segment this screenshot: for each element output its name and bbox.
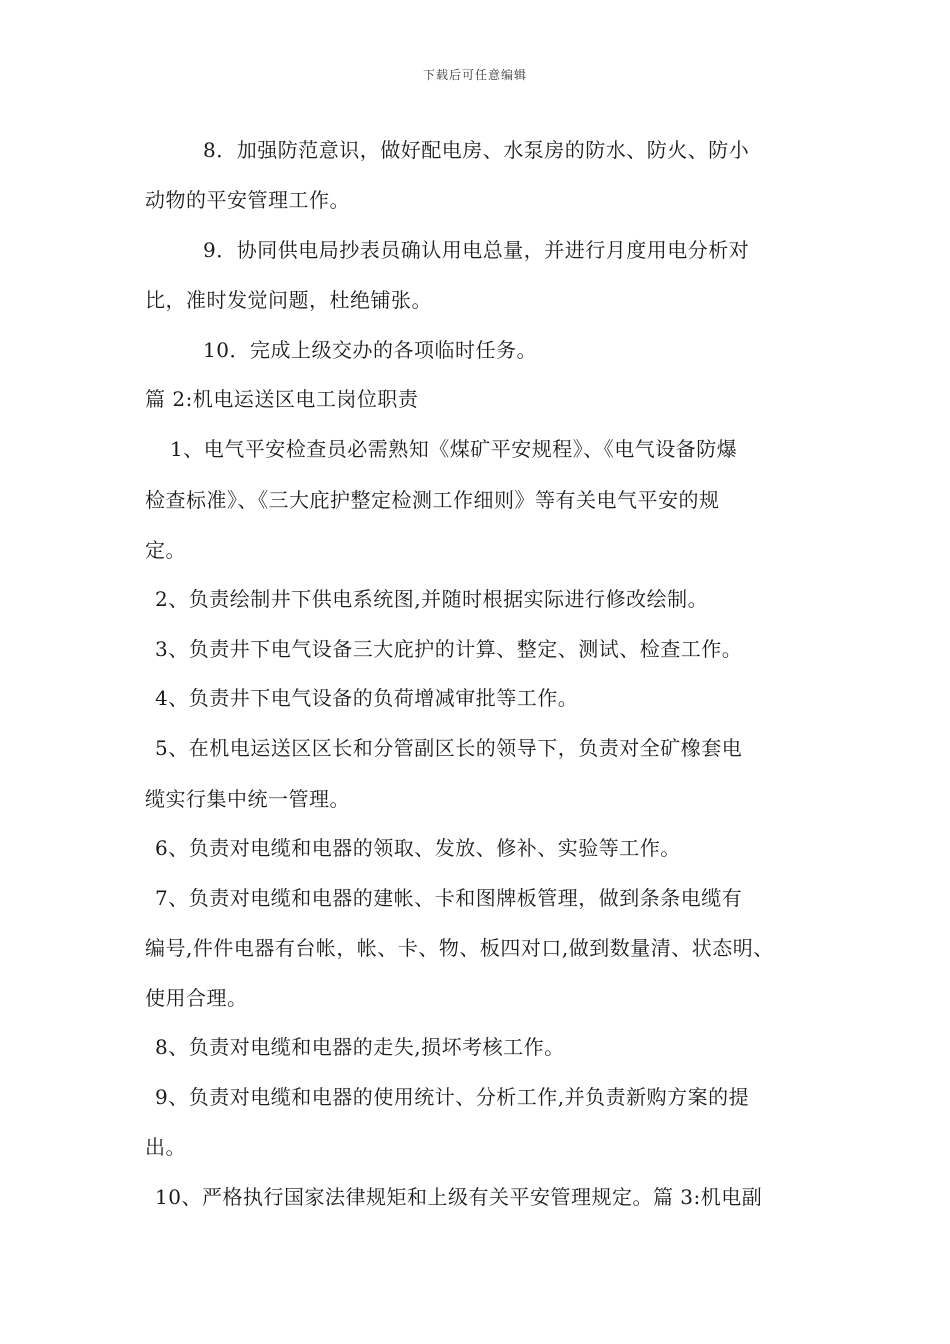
- paragraph-line: 比，准时发觉问题，杜绝铺张。: [145, 288, 432, 312]
- paragraph-line: 检查标准》、《三大庇护整定检测工作细则》等有关电气平安的规: [145, 488, 720, 512]
- paragraph-line: 9、负责对电缆和电器的使用统计、分析工作,并负责新购方案的提: [155, 1085, 750, 1109]
- paragraph-line: 动物的平安管理工作。: [145, 188, 350, 212]
- paragraph-line: 定。: [145, 538, 186, 562]
- paragraph-line: 8．加强防范意识，做好配电房、水泵房的防水、防火、防小: [203, 138, 750, 162]
- paragraph-line: 5、在机电运送区区长和分管副区长的领导下，负责对全矿橡套电: [155, 736, 743, 760]
- page-header: 下载后可任意编辑: [422, 68, 527, 82]
- paragraph-line: 8、负责对电缆和电器的走失,损坏考核工作。: [155, 1035, 565, 1059]
- paragraph-line: 使用合理。: [145, 986, 248, 1010]
- paragraph-line: 2、负责绘制井下供电系统图,并随时根据实际进行修改绘制。: [155, 587, 709, 611]
- paragraph-line: 7、负责对电缆和电器的建帐、卡和图牌板管理，做到条条电缆有: [155, 886, 743, 910]
- paragraph-line: 9．协同供电局抄表员确认用电总量，并进行月度用电分析对: [203, 238, 750, 262]
- paragraph-line: 10．完成上级交办的各项临时任务。: [203, 338, 537, 362]
- paragraph-line: 编号,件件电器有台帐，帐、卡、物、板四对口,做到数量清、状态明、: [145, 936, 774, 960]
- paragraph-line: 出。: [145, 1135, 186, 1159]
- paragraph-line: 10、严格执行国家法律规矩和上级有关平安管理规定。篇 3:机电副: [155, 1185, 763, 1209]
- paragraph-line: 4、负责井下电气设备的负荷增减审批等工作。: [155, 686, 579, 710]
- paragraph-line: 缆实行集中统一管理。: [145, 787, 350, 811]
- paragraph-line: 6、负责对电缆和电器的领取、发放、修补、实验等工作。: [155, 836, 681, 860]
- section-heading: 篇 2:机电运送区电工岗位职责: [145, 387, 419, 411]
- paragraph-line: 3、负责井下电气设备三大庇护的计算、整定、测试、检查工作。: [155, 637, 743, 661]
- paragraph-line: 1、电气平安检查员必需熟知《煤矿平安规程》、《电气设备防爆: [170, 437, 738, 461]
